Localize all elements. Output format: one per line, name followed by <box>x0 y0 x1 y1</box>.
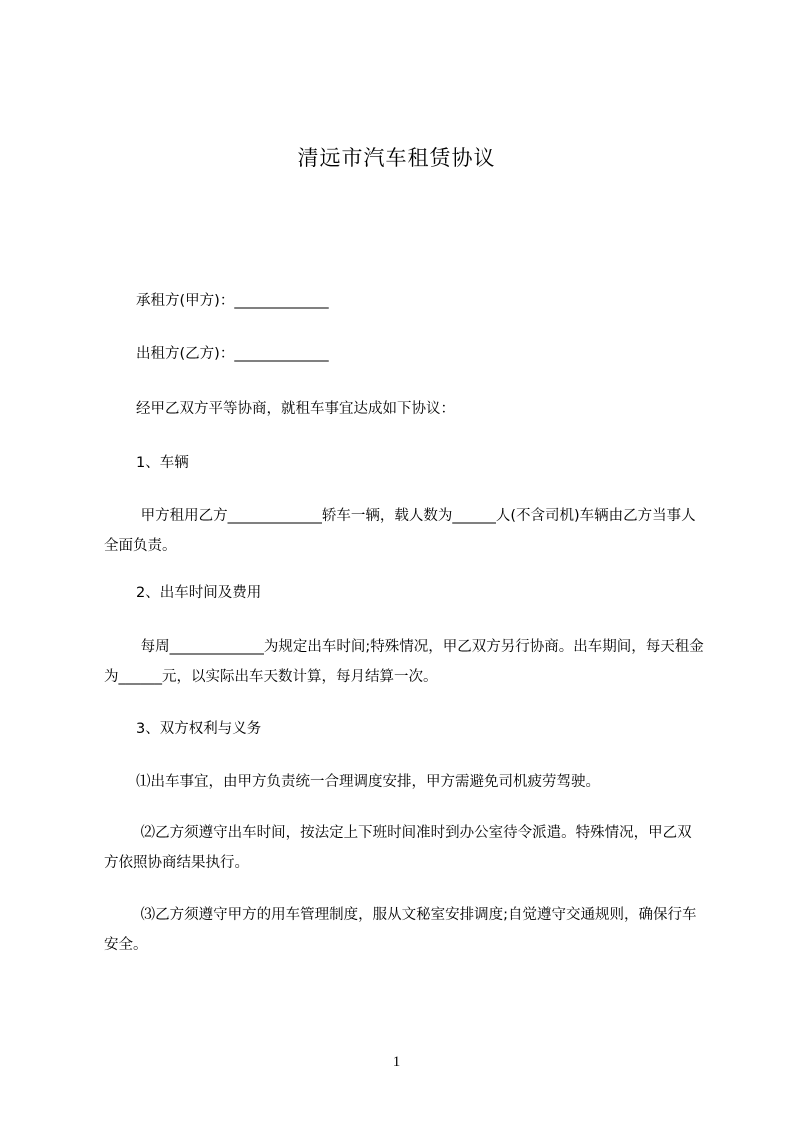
document-title: 清远市汽车租赁协议 <box>297 146 496 170</box>
section-heading-rights-duties: 3、双方权利与义务 <box>136 721 262 737</box>
duty-clause-2: ⑵乙方须遵守出车时间，按法定上下班时间准时到办公室待令派遣。特殊情况，甲乙双方依照协商结果执行。 <box>104 825 692 871</box>
duty-clause-1: ⑴出车事宜，由甲方负责统一合理调度安排，甲方需避免司机疲劳驾驶。 <box>136 774 600 790</box>
vehicle-clause: 甲方租用乙方_____________轿车一辆，载人数为______人(不含司机)车辆由乙方当事人全面负责。 <box>104 508 696 554</box>
agreement-intro: 经甲乙双方平等协商，就租车事宜达成如下协议： <box>136 401 455 417</box>
time-fees-clause: 每周_____________为规定出车时间;特殊情况，甲乙双方另行协商。出车期间，每天租金为______元，以实际出车天数计算，每月结算一次。 <box>104 639 704 685</box>
page-number: 1 <box>392 1054 401 1070</box>
section-heading-time-fees: 2、出车时间及费用 <box>136 585 262 601</box>
section-heading-vehicle: 1、车辆 <box>136 455 189 471</box>
lessor-line: 出租方(乙方)：_____________ <box>136 346 329 362</box>
duty-clause-3: ⑶乙方须遵守甲方的用车管理制度，服从文秘室安排调度;自觉遵守交通规则，确保行车安全。 <box>104 907 697 953</box>
lessee-line: 承租方(甲方)：_____________ <box>136 293 329 309</box>
